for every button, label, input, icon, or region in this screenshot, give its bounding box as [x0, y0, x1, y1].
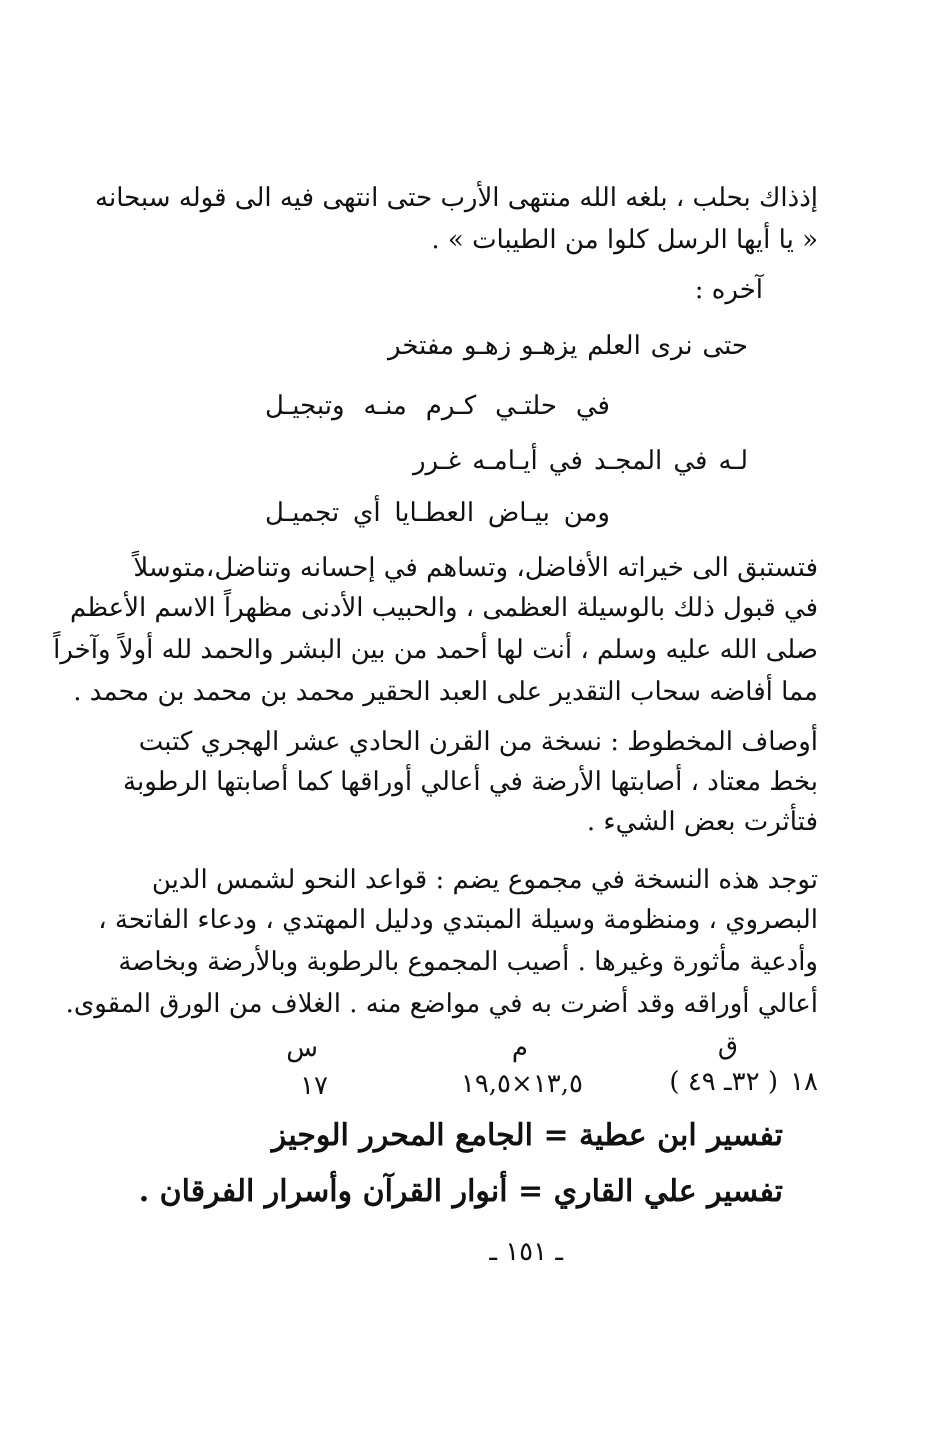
- para1-line-4: مما أفاضه سحاب التقدير على العبد الحقير محمد بن محمد بن محمد .: [73, 677, 818, 707]
- para2-line-2: بخط معتاد ، أصابتها الأرضة في أعالي أوراقها كما أصابتها الرطوبة: [123, 767, 818, 797]
- intro-line-1: إذذاك بحلب ، بلغه الله منتهى الأرب حتى انتهى فيه الى قوله سبحانه: [95, 183, 818, 213]
- para3-line-1: توجد هذه النسخة في مجموع يضم : قواعد النحو لشمس الدين: [151, 865, 818, 895]
- para2-line-3: فتأثرت بعض الشيء .: [586, 807, 818, 837]
- table-header-m: م: [511, 1033, 528, 1063]
- table-value-size: ١٣,٥×١٩,٥: [460, 1069, 583, 1099]
- para1-line-1: فتستبق الى خيراته الأفاضل، وتساهم في إحسانه وتناضل،متوسلاً: [133, 553, 818, 583]
- poem-line-3: لـه في المجـد في أيـامـه غـرر: [413, 446, 748, 476]
- heading-ali-qari: تفسير علي القاري = أنوار القرآن وأسرار الفرقان .: [138, 1174, 783, 1209]
- poem-line-4: ومن بيـاض العطـايا أي تجميـل: [265, 498, 610, 528]
- para1-line-3: صلى الله عليه وسلم ، أنت لها أحمد من بين البشر والحمد لله أولاً وآخراً: [53, 635, 818, 665]
- table-header-q: ق: [717, 1031, 738, 1061]
- para2-line-1: أوصاف المخطوط : نسخة من القرن الحادي عشر الهجري كتبت: [138, 727, 818, 757]
- para3-line-2: البصروي ، ومنظومة وسيلة المبتدي ودليل المهتدي ، ودعاء الفاتحة ،: [98, 905, 818, 935]
- table-value-pages: ( ٣٢ـ ٤٩ ): [669, 1067, 778, 1097]
- para3-line-3: وأدعية مأثورة وغيرها . أصيب المجموع بالرطوبة وبالأرضة وبخاصة: [118, 947, 818, 977]
- table-value-lines: ١٧: [300, 1071, 328, 1101]
- heading-ibn-atiyya: تفسير ابن عطية = الجامع المحرر الوجيز: [271, 1118, 783, 1153]
- intro-line-2: « يا أيها الرسل كلوا من الطيبات » .: [431, 225, 818, 255]
- ending-label: آخره :: [694, 275, 763, 305]
- poem-line-2: في حلتـي كـرم منـه وتبجيـل: [265, 391, 610, 421]
- page-number: ـ ١٥١ ـ: [489, 1237, 563, 1267]
- table-header-s: س: [286, 1033, 318, 1063]
- para1-line-2: في قبول ذلك بالوسيلة العظمى ، والحبيب الأدنى مظهراً الاسم الأعظم: [70, 593, 818, 623]
- table-number: ١٨: [790, 1067, 818, 1097]
- para3-line-4: أعالي أوراقه وقد أضرت به في مواضع منه . الغلاف من الورق المقوى.: [65, 989, 818, 1019]
- poem-line-1: حتى نرى العلم يزهـو زهـو مفتخر: [388, 331, 748, 361]
